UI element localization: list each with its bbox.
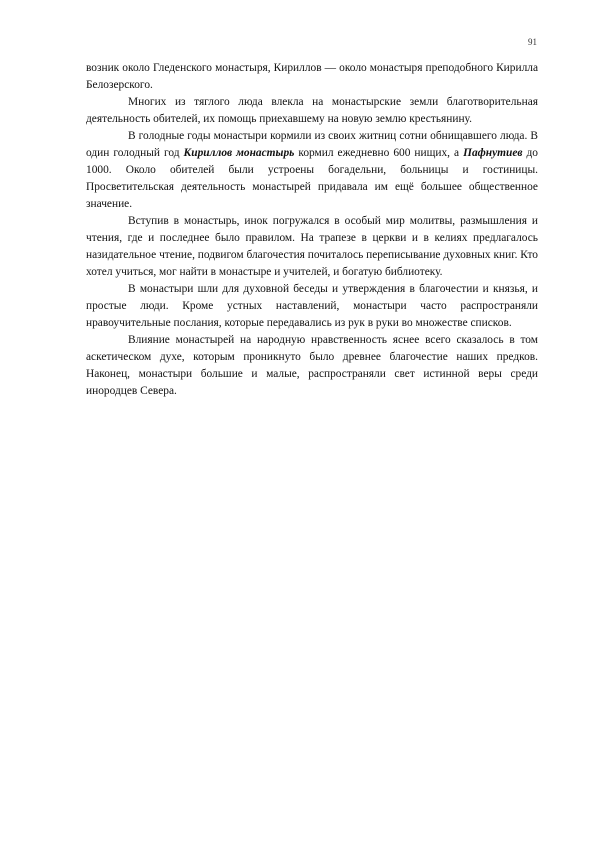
emphasized-monastery-name: Кириллов монастырь [183,147,295,159]
paragraph: возник около Гледенского монастыря, Кириллов — около монастыря преподобного Кирилла Белозерского. [86,62,538,91]
paragraph: Многих из тяглого люда влекла на монастырские земли благотворительная деятельность обителей, их помощь приехавшему на новую землю крестьянину. [86,96,538,125]
page-number: 91 [528,37,537,47]
emphasized-monastery-name: Пафнутиев [463,147,523,159]
paragraph: В монастыри шли для духовной беседы и утверждения в благочестии и князья, и простые люди. Кроме устных наставлений, монастыри часто распространяли нравоучительные послания, которые передавались из рук в руки во множестве списков. [86,283,538,329]
paragraph: Вступив в монастырь, инок погружался в особый мир молитвы, размышления и чтения, где и последнее было правилом. На трапезе в церкви и в келиях предлагалось назидательное чтение, подвигом благочестия почиталось переписывание духовных книг. Кто хотел учиться, мог найти в монастыре и учителей, и богатую библиотеку. [86,215,538,278]
paragraph-text: кормил ежедневно 600 нищих, а [294,147,464,159]
paragraph: Влияние монастырей на народную нравственность яснее всего сказалось в том аскетическом духе, которым проникнуто было древнее благочестие наших предков. Наконец, монастыри большие и малые, распространяли свет истинной веры среди инородцев Севера. [86,334,538,397]
paragraph-text: до 1000. Около обителей были устроены богадельни, больницы и гостиницы. Просветительская деятельность монастырей придавала им ещё большее общественное значение. [86,147,539,210]
paragraph-text: В голодные годы монастыри кормили из своих житниц сотни обнищавшего люда. В один голодный год [86,130,538,159]
paragraph [86,128,538,213]
body-text [86,60,538,400]
